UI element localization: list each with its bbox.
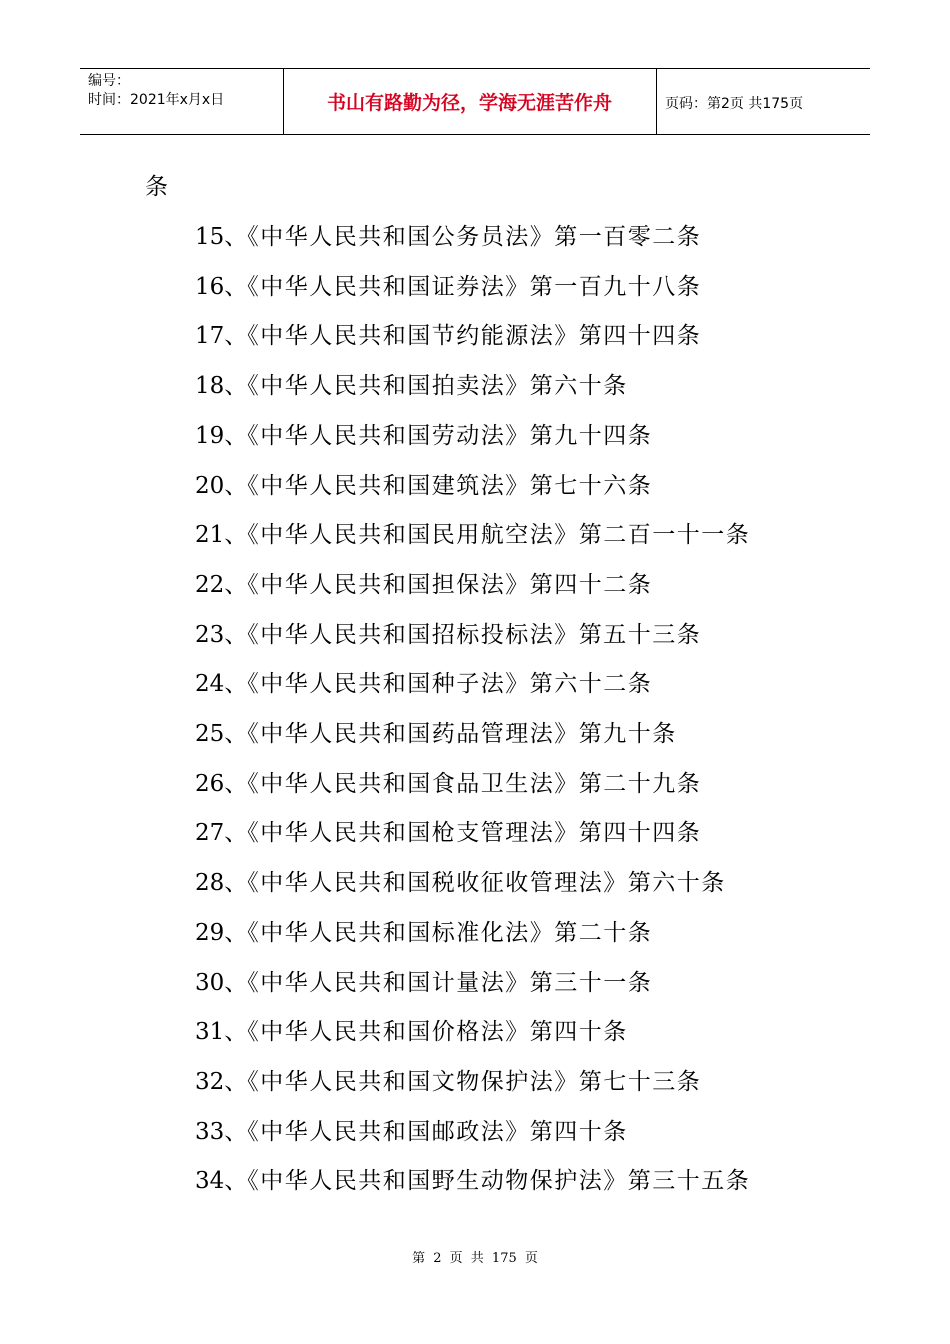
- header-motto: 书山有路勤为径，学海无涯苦作舟: [283, 69, 657, 134]
- list-item: [195, 317, 701, 350]
- item-number: 21、: [195, 522, 248, 549]
- page-footer: 第 2 页 共 175 页: [412, 1251, 538, 1266]
- item-number: 22、: [195, 571, 248, 598]
- continuation-text: 条: [145, 174, 169, 200]
- item-text: 《中华人民共和国税收征收管理法》第六十条: [247, 870, 726, 897]
- item-number: 17、: [195, 323, 248, 350]
- list-item: [195, 814, 701, 847]
- list-item: [195, 1063, 701, 1096]
- list-item: [195, 1162, 750, 1195]
- item-number: 31、: [195, 1019, 248, 1046]
- item-number: 30、: [195, 969, 248, 996]
- item-number: 20、: [195, 472, 248, 499]
- item-text: 《中华人民共和国拍卖法》第六十条: [247, 373, 628, 400]
- list-item: [195, 218, 701, 251]
- list-item: [195, 964, 652, 997]
- item-number: 34、: [195, 1168, 248, 1195]
- code-label: 编号：: [88, 73, 130, 89]
- item-text: 《中华人民共和国野生动物保护法》第三十五条: [247, 1168, 751, 1195]
- list-item: [195, 864, 726, 897]
- item-text: 《中华人民共和国劳动法》第九十四条: [247, 422, 653, 449]
- list-item: [195, 467, 652, 500]
- list-item: [195, 516, 750, 549]
- item-text: 《中华人民共和国计量法》第三十一条: [247, 969, 653, 996]
- item-text: 《中华人民共和国标准化法》第二十条: [247, 919, 653, 946]
- item-text: 《中华人民共和国种子法》第六十二条: [247, 671, 653, 698]
- item-text: 《中华人民共和国食品卫生法》第二十九条: [247, 770, 702, 797]
- list-item: [195, 1113, 628, 1146]
- item-text: 《中华人民共和国建筑法》第七十六条: [247, 472, 653, 499]
- item-number: 32、: [195, 1068, 248, 1095]
- item-text: 《中华人民共和国价格法》第四十条: [247, 1019, 628, 1046]
- list-item: [195, 566, 652, 599]
- list-item: [195, 715, 677, 748]
- item-number: 15、: [195, 224, 248, 250]
- item-text: 《中华人民共和国招标投标法》第五十三条: [247, 621, 702, 648]
- item-number: 23、: [195, 621, 248, 648]
- item-number: 29、: [195, 919, 248, 946]
- item-text: 《中华人民共和国节约能源法》第四十四条: [247, 323, 702, 350]
- item-text: 《中华人民共和国民用航空法》第二百一十一条: [247, 522, 751, 549]
- list-item: [195, 665, 652, 698]
- item-number: 19、: [195, 422, 248, 449]
- item-text: 《中华人民共和国药品管理法》第九十条: [247, 721, 677, 747]
- list-item: [195, 367, 628, 400]
- item-number: 18、: [195, 373, 248, 400]
- time-label: 时间：2021年x月x日: [88, 92, 225, 108]
- list-item: [195, 268, 701, 301]
- list-item: [195, 417, 652, 450]
- list-item: [195, 1013, 628, 1046]
- item-number: 27、: [195, 820, 248, 847]
- list-item: [195, 914, 652, 947]
- item-text: 《中华人民共和国邮政法》第四十条: [247, 1118, 628, 1145]
- item-number: 25、: [195, 721, 248, 747]
- item-number: 16、: [195, 273, 248, 300]
- list-item: [195, 616, 701, 649]
- item-number: 28、: [195, 870, 248, 897]
- item-text: 《中华人民共和国公务员法》第一百零二条: [247, 224, 702, 250]
- item-number: 33、: [195, 1118, 248, 1145]
- item-text: 《中华人民共和国证券法》第一百九十八条: [247, 273, 702, 300]
- item-text: 《中华人民共和国担保法》第四十二条: [247, 571, 653, 598]
- item-number: 24、: [195, 671, 248, 698]
- item-text: 《中华人民共和国枪支管理法》第四十四条: [247, 820, 702, 847]
- item-text: 《中华人民共和国文物保护法》第七十三条: [247, 1068, 702, 1095]
- list-item: [195, 765, 701, 798]
- item-number: 26、: [195, 770, 248, 797]
- header-page-info: 页码：第2页 共175页: [665, 96, 804, 112]
